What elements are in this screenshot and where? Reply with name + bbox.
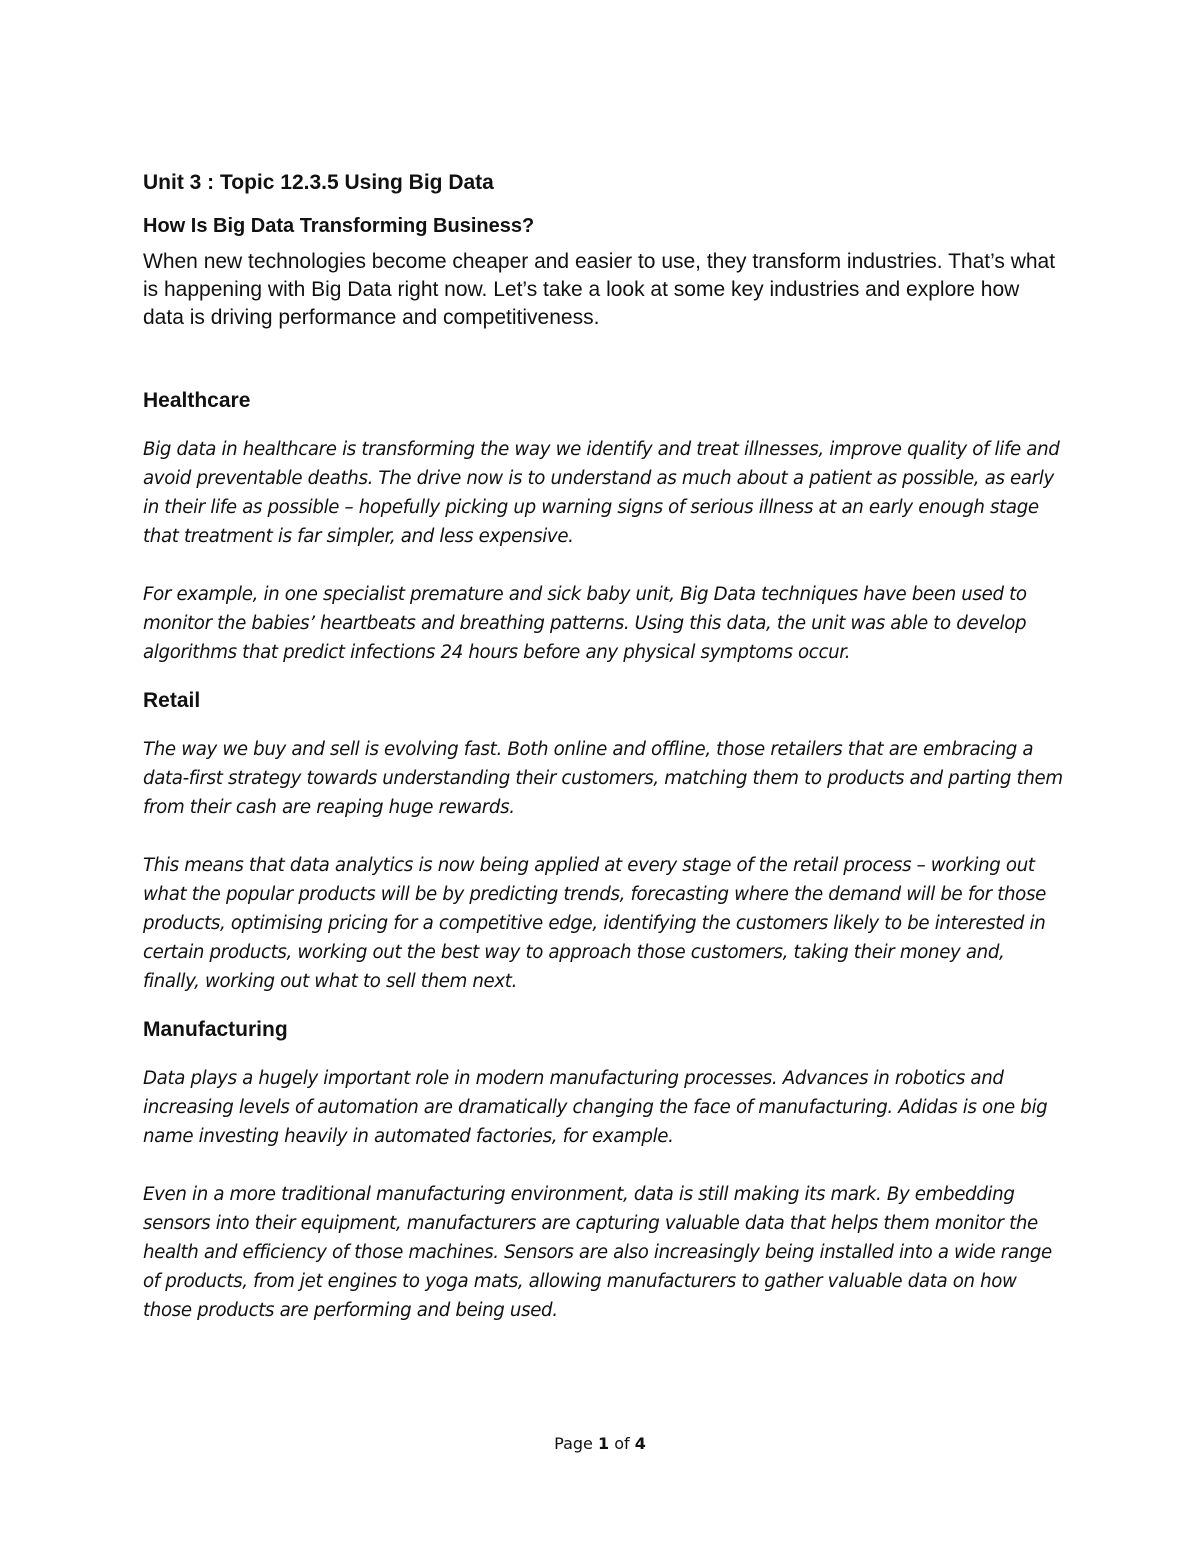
page-footer (0, 1433, 1200, 1455)
footer-page-number: 1 (597, 1434, 610, 1453)
section-paragraph: For example, in one specialist premature and sick baby unit, Big Data techniques have been used to monitor the babies’ heartbeats and breathing patterns. Using this data, the unit was able to develop algorithms that predict infections 24 hours before any physical symptoms occur. (143, 584, 1027, 663)
section-heading: Retail (143, 689, 201, 712)
section-heading: Healthcare (143, 389, 251, 412)
section-healthcare (143, 387, 1063, 667)
section-paragraph: The way we buy and sell is evolving fast. Both online and offline, those retailers that are embracing a data-first strategy towards understanding their customers, matching them to products and parting them from their cash are reaping huge rewards. (143, 739, 1063, 818)
section-manufacturing (143, 1016, 1063, 1325)
section-paragraph: Even in a more traditional manufacturing environment, data is still making its mark. By embedding sensors into their equipment, manufacturers are capturing valuable data that helps them monitor the health and efficiency of those machines. Sensors are also increasingly being installed into a wide range of products, from jet engines to yoga mats, allowing manufacturers to gather valuable data on how those products are performing and being used. (143, 1184, 1052, 1321)
section-paragraph: Big data in healthcare is transforming the way we identify and treat illnesses, improve quality of life and avoid preventable deaths. The drive now is to understand as much about a patient as possible, as early in their life as possible – hopefully picking up warning signs of serious illness at an early enough stage that treatment is far simpler, and less expensive. (143, 439, 1060, 547)
footer-total-pages: 4 (634, 1434, 646, 1453)
section-paragraph: Data plays a hugely important role in modern manufacturing processes. Advances in robotics and increasing levels of automation are dramatically changing the face of manufacturing. Adidas is one big name investing heavily in automated factories, for example. (143, 1068, 1048, 1147)
section-heading: Manufacturing (143, 1018, 288, 1041)
footer-of-word: of (614, 1434, 630, 1453)
intro-paragraph: When new technologies become cheaper and easier to use, they transform industries. That’s what is happening with Big Data right now. Let’s take a look at some key industries and explore how data is driving performance and competitiveness. (143, 250, 1056, 329)
document-subtitle: How Is Big Data Transforming Business? (143, 215, 535, 237)
footer-page-word: Page (554, 1434, 593, 1453)
section-paragraph: This means that data analytics is now being applied at every stage of the retail process – working out what the popular products will be by predicting trends, forecasting where the demand will be for those products, optimising pricing for a competitive edge, identifying the customers likely to be interested in certain products, working out the best way to approach those customers, taking their money and, finally, working out what to sell them next. (143, 855, 1046, 992)
document-body (143, 168, 1063, 1345)
unit-title: Unit 3 : Topic 12.3.5 Using Big Data (143, 171, 494, 194)
section-retail (143, 687, 1063, 996)
